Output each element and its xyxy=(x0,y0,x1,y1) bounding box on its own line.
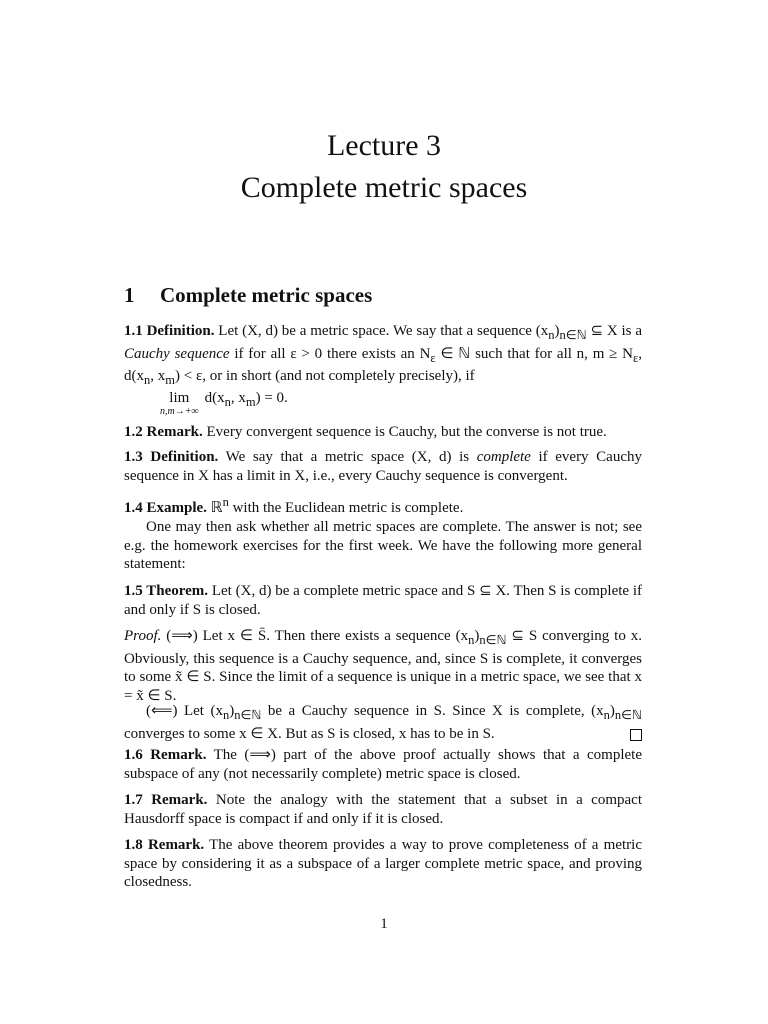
remark-1-6 xyxy=(124,746,642,783)
subscript: m xyxy=(245,395,256,409)
example-1-4 xyxy=(124,493,642,518)
definition-1-3 xyxy=(124,448,642,485)
text: (⟹) Let x ∈ S̄. Then there exists a sequence (x xyxy=(161,628,469,644)
subscript: ε xyxy=(633,350,639,365)
section-title: Complete metric spaces xyxy=(160,283,373,307)
text: Every convergent sequence is Cauchy, but the converse is not true. xyxy=(202,424,607,440)
definition-1-1 xyxy=(124,322,642,390)
theorem-head: 1.5 Theorem. xyxy=(124,583,209,599)
subscript: n xyxy=(144,373,151,387)
text: , x xyxy=(150,368,166,384)
text: ) xyxy=(609,703,615,719)
subscript: n∈ℕ xyxy=(479,633,507,647)
qed-box-icon xyxy=(630,729,642,741)
lecture-subtitle: Complete metric spaces xyxy=(240,171,528,204)
text: ) < ε, or in short (and not completely precisely), if xyxy=(174,368,475,384)
subscript: n∈ℕ xyxy=(614,708,643,722)
definition-head: 1.3 Definition. xyxy=(124,449,219,465)
subscript: n xyxy=(222,708,230,722)
paragraph-one-may: One may then ask whether all metric spaces are complete. The answer is not; see e.g. the homework exercises for the first week. We have the following more general statement: xyxy=(124,519,642,572)
definition-1-1-head: 1.1 Definition. xyxy=(124,323,215,339)
limit-equation xyxy=(160,390,288,417)
text: The (⟹) part of the above proof actually shows that a complete subspace of any (not necessarily complete) metric space is closed. xyxy=(124,747,642,782)
text: Let (X, d) be a metric space. We say that a sequence (x xyxy=(214,323,549,339)
page-number: 1 xyxy=(380,916,388,932)
proof xyxy=(124,627,642,705)
remark-head: 1.7 Remark. xyxy=(124,792,208,808)
text: , x xyxy=(230,390,246,406)
lim-subscript: n,m→+∞ xyxy=(160,406,199,417)
proof-converse xyxy=(124,702,642,743)
remark-head: 1.2 Remark. xyxy=(124,424,203,440)
superscript: n xyxy=(222,495,229,509)
text: d(x xyxy=(204,390,225,406)
remark-head: 1.8 Remark. xyxy=(124,837,205,853)
text: converges to some x ∈ X. But as S is closed, x has to be in S. xyxy=(124,725,495,742)
text: ℝ xyxy=(206,500,223,516)
remark-head: 1.6 Remark. xyxy=(124,747,207,763)
emphasis: complete xyxy=(476,449,531,465)
section-number: 1 xyxy=(124,283,135,307)
text: Let (X, d) be a complete metric space and S ⊆ X. Then S is complete if and only if S is closed. xyxy=(124,583,642,618)
example-head: 1.4 Example. xyxy=(124,500,207,516)
text: ) xyxy=(474,628,480,644)
remark-1-2 xyxy=(124,423,642,442)
subscript: n∈ℕ xyxy=(234,708,262,722)
text: Note the analogy with the statement that a subset in a compact Hausdorff space is compact if and only if it is closed. xyxy=(124,792,642,827)
text: ⊆ X is a xyxy=(586,323,642,339)
emphasis: Cauchy sequence xyxy=(124,345,230,362)
text: if for all ε > 0 there exists an N xyxy=(229,345,431,362)
text: with the Euclidean metric is complete. xyxy=(228,500,464,516)
text: ) xyxy=(554,323,560,339)
lecture-title: Lecture 3 xyxy=(326,129,442,162)
text: , d(x xyxy=(124,345,643,384)
remark-1-8 xyxy=(124,836,642,892)
subscript: n xyxy=(468,633,475,647)
text: be a Cauchy sequence in S. Since X is complete, (x xyxy=(261,703,604,719)
subscript: n xyxy=(603,708,610,722)
subscript: n xyxy=(548,328,555,342)
text: if every Cauchy sequence in X has a limit in X, i.e., every Cauchy sequence is convergent. xyxy=(124,449,642,484)
text: ⊆ S converging to x. Obviously, this sequence is a Cauchy sequence, and, since S is complete, it converges to some x̃ ∈ S. Since the limit of a sequence is unique in a metric space, we see that x = x̃ ∈ S. xyxy=(124,628,642,704)
text: The above theorem provides a way to prove completeness of a metric space by considering it as a subspace of a larger complete metric space, and proving closedness. xyxy=(124,837,642,890)
lim-text: lim xyxy=(169,390,190,406)
subscript: ε xyxy=(430,350,436,365)
subscript: n∈ℕ xyxy=(559,328,587,342)
text: ) = 0. xyxy=(255,390,288,406)
section-heading xyxy=(124,283,372,308)
remark-1-7 xyxy=(124,791,642,828)
text: ) xyxy=(229,703,235,719)
text: (⟸) Let (x xyxy=(146,703,223,719)
limit-operator xyxy=(160,390,199,417)
text: We say that a metric space (X, d) is xyxy=(218,449,477,465)
subscript: n xyxy=(224,395,231,409)
proof-head: Proof. xyxy=(124,628,162,644)
subscript: m xyxy=(165,373,175,387)
text: ∈ ℕ such that for all n, m ≥ N xyxy=(435,345,634,362)
theorem-1-5 xyxy=(124,582,642,619)
